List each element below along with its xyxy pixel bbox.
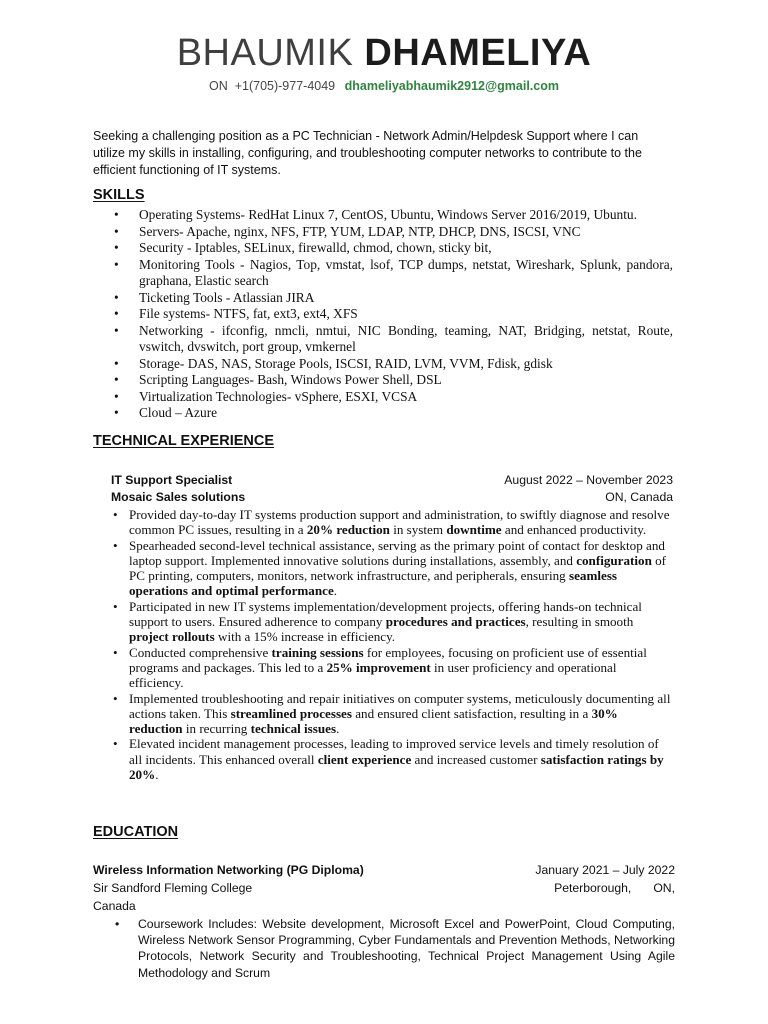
experience-bullet (111, 691, 673, 737)
skill-item: • Servers- Apache, nginx, NFS, FTP, YUM, LDAP, NTP, DHCP, DNS, ISCSI, VNC (93, 224, 673, 241)
skill-item: • Monitoring Tools - Nagios, Top, vmstat, lsof, TCP dumps, netstat, Wireshark, Splunk, pandora, graphana, Elastic search (93, 257, 673, 290)
bullet-text: in system (389, 522, 447, 538)
bullet-text: Provided day-to-day IT systems production support and administration, to swiftly diagnose and resolve common PC issues, resulting in a (129, 507, 670, 538)
experience-bullet (111, 736, 673, 782)
bullet-text: of PC printing, computers, monitors, network infrastructure, and peripherals, ensuring (129, 552, 667, 584)
skill-item: • Cloud – Azure (93, 405, 673, 422)
emphasis-text: seamless operations and optimal performance (129, 568, 618, 599)
skill-item: • Virtualization Technologies- vSphere, ESXI, VCSA (93, 389, 673, 406)
coursework-list (93, 916, 675, 981)
bullet-text: Participated in new IT systems implementation/development projects, offering hands-on technical support to users. Ensured adherence to company (129, 598, 642, 630)
emphasis-text: 25% improvement (326, 659, 431, 675)
skill-item: • Operating Systems- RedHat Linux 7, CentOS, Ubuntu, Windows Server 2016/2019, Ubuntu. (93, 207, 673, 224)
bullet-text: . (155, 767, 159, 783)
experience-bullet (111, 507, 673, 538)
skills-heading: SKILLS (93, 187, 145, 203)
experience-bullets (111, 507, 673, 782)
education-dates: January 2021 – July 2022 (535, 863, 675, 877)
skill-item: • Ticketing Tools - Atlassian JIRA (93, 290, 673, 307)
school-name: Sir Sandford Fleming College (93, 881, 253, 895)
experience-heading: TECHNICAL EXPERIENCE (93, 433, 275, 449)
emphasis-text: configuration (576, 552, 652, 568)
objective-paragraph: Seeking a challenging position as a PC Technician - Network Admin/Helpdesk Support where I can utilize my skills in installing, configuring, and troubleshooting computer networks to contribute to the efficient functioning of IT systems. (93, 129, 642, 177)
emphasis-text: 20% reduction (306, 522, 390, 538)
candidate-name (0, 32, 768, 75)
skill-item: • Scripting Languages- Bash, Windows Power Shell, DSL (93, 372, 673, 389)
emphasis-text: 30% reduction (129, 705, 618, 737)
job-location: ON, Canada (605, 490, 673, 504)
school-location (554, 881, 675, 895)
last-name: DHAMELIYA (364, 32, 592, 74)
school-country: Canada (93, 899, 136, 913)
bullet-text: for employees, focusing on proficient use of essential programs and packages. This led to a (129, 644, 647, 675)
bullet-text: Elevated incident management processes, leading to improved service levels and timely resolution of all incidents. This enhanced overall (129, 736, 659, 767)
education-heading: EDUCATION (93, 824, 179, 840)
skill-item: • Security - Iptables, SELinux, firewalld, chmod, chown, sticky bit, (93, 240, 673, 257)
bullet-text: Conducted comprehensive (129, 644, 272, 660)
job-title: IT Support Specialist (111, 473, 233, 487)
contact-line (0, 79, 768, 93)
skill-item: • File systems- NTFS, fat, ext3, ext4, XFS (93, 306, 673, 323)
skill-item: • Networking - ifconfig, nmcli, nmtui, NIC Bonding, teaming, NAT, Bridging, netstat, Route, vswitch, dvswitch, port group, vmkernel (93, 323, 673, 356)
bullet-text: in user proficiency and operational efficiency. (129, 659, 617, 691)
skills-list (93, 207, 673, 422)
emphasis-text: procedures and practices (385, 614, 526, 630)
bullet-text: and increased customer (411, 751, 541, 767)
emphasis-text: downtime (446, 522, 502, 538)
program-name: Wireless Information Networking (PG Diploma) (93, 863, 364, 877)
bullet-text: and ensured client satisfaction, resulting in a (351, 705, 592, 721)
bullet-text: Spearheaded second-level technical assistance, serving as the primary point of contact for desktop and laptop support. Implemented innovative solutions during installations, assembly, and (129, 537, 665, 568)
emphasis-text: satisfaction ratings by 20% (129, 751, 664, 783)
bullet-text: . (333, 583, 338, 599)
experience-bullet (111, 538, 673, 599)
coursework-item: • Coursework Includes: Website development, Microsoft Excel and PowerPoint, Cloud Computing, Wireless Network Sensor Programming, Cyber Fundamentals and Prevention Methods, Networking Protocols, Network Security and Troubleshooting, Technical Project Management Using Agile Methodology and Scrum (93, 916, 675, 981)
school-province: ON, (653, 881, 675, 895)
bullet-text: Implemented troubleshooting and repair initiatives on computer systems, meticulously documenting all actions taken. This (129, 690, 671, 721)
bullet-text: . (336, 721, 340, 737)
location-phone: ON +1(705)-977-4049 (209, 79, 336, 93)
job-dates: August 2022 – November 2023 (504, 473, 673, 487)
emphasis-text: client experience (317, 751, 412, 767)
emphasis-text: project rollouts (129, 629, 215, 645)
skill-item: • Storage- DAS, NAS, Storage Pools, ISCSI, RAID, LVM, VVM, Fdisk, gdisk (93, 356, 673, 373)
emphasis-text: streamlined processes (230, 705, 352, 721)
emphasis-text: technical issues (250, 721, 337, 737)
company-name: Mosaic Sales solutions (111, 490, 246, 504)
experience-bullet (111, 599, 673, 645)
bullet-text: and enhanced productivity. (501, 522, 647, 538)
bullet-text: , resulting in smooth (525, 614, 634, 630)
experience-bullet (111, 645, 673, 691)
first-name: BHAUMIK (176, 32, 354, 74)
emphasis-text: training sessions (271, 644, 364, 660)
bullet-text: with a 15% increase in efficiency. (214, 629, 396, 645)
bullet-text: in recurring (182, 721, 251, 737)
school-city: Peterborough, (554, 881, 632, 895)
email-link[interactable]: dhameliyabhaumik2912@gmail.com (344, 79, 559, 93)
